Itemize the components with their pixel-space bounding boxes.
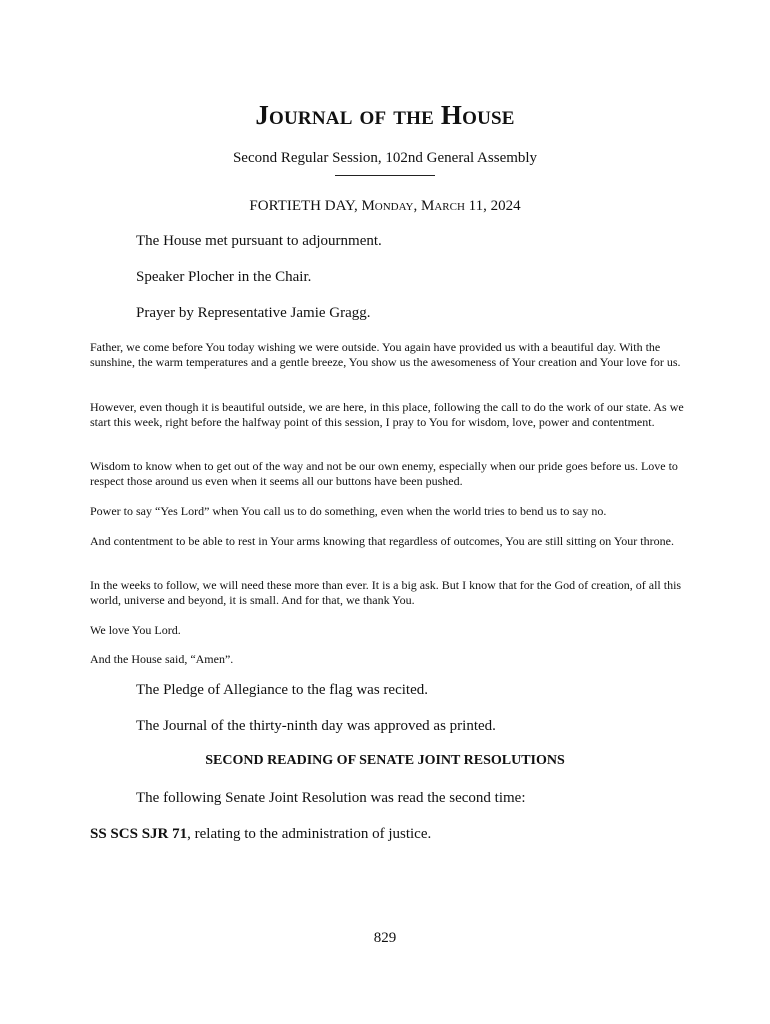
date-day: FORTIETH DAY,	[249, 198, 362, 214]
prayer-paragraph: However, even though it is beautiful outside, we are here, in this place, following the call to do the work of our state. As we start this week, right before the halfway point of this session, I pray to You for wisdom, love, power and contentment.	[90, 400, 684, 429]
title-divider	[335, 175, 435, 176]
date-rest: 11, 2024	[464, 198, 521, 214]
opening-speaker: Speaker Plocher in the Chair.	[136, 269, 312, 285]
prayer-paragraph: We love You Lord.	[90, 623, 181, 637]
prayer-paragraph: And the House said, “Amen”.	[90, 652, 234, 666]
prayer-paragraph: Power to say “Yes Lord” when You call us to do something, even when the world tries to bend us to say no.	[90, 504, 607, 518]
prayer-paragraph: And contentment to be able to rest in Your arms knowing that regardless of outcomes, You are still sitting on Your throne.	[90, 534, 674, 548]
page-number: 829	[373, 930, 397, 946]
section-heading: SECOND READING OF SENATE JOINT RESOLUTIONS	[205, 753, 565, 768]
journal-approval-line: The Journal of the thirty-ninth day was approved as printed.	[136, 718, 496, 734]
journal-title: Journal of the House	[255, 100, 515, 130]
section-intro: The following Senate Joint Resolution was read the second time:	[136, 790, 526, 806]
prayer-paragraph: Father, we come before You today wishing we were outside. You again have provided us with a beautiful day. With the sunshine, the warm temperatures and a gentle breeze, You show us the awesomeness of Your creation and Your love for us.	[90, 340, 681, 369]
date-month: March	[420, 198, 465, 214]
bill-description: , relating to the administration of justice.	[187, 826, 432, 842]
opening-prayer-by: Prayer by Representative Jamie Gragg.	[136, 305, 371, 321]
date-line	[0, 198, 770, 215]
pledge-line: The Pledge of Allegiance to the flag was recited.	[136, 682, 428, 698]
date-separator: ,	[413, 198, 421, 214]
opening-adjournment: The House met pursuant to adjournment.	[136, 233, 382, 249]
prayer-paragraph: In the weeks to follow, we will need these more than ever. It is a big ask. But I know that for the God of creation, of all this world, universe and beyond, it is small. And for that, we thank You.	[90, 578, 682, 607]
bill-entry	[90, 826, 431, 843]
date-weekday: Monday	[361, 198, 414, 214]
session-subtitle: Second Regular Session, 102nd General Assembly	[232, 150, 538, 166]
prayer-paragraph: Wisdom to know when to get out of the way and not be our own enemy, especially when our pride goes before us. Love to respect those around us even when it seems all our buttons have been pushed.	[90, 459, 678, 488]
bill-id: SS SCS SJR 71	[90, 826, 188, 842]
